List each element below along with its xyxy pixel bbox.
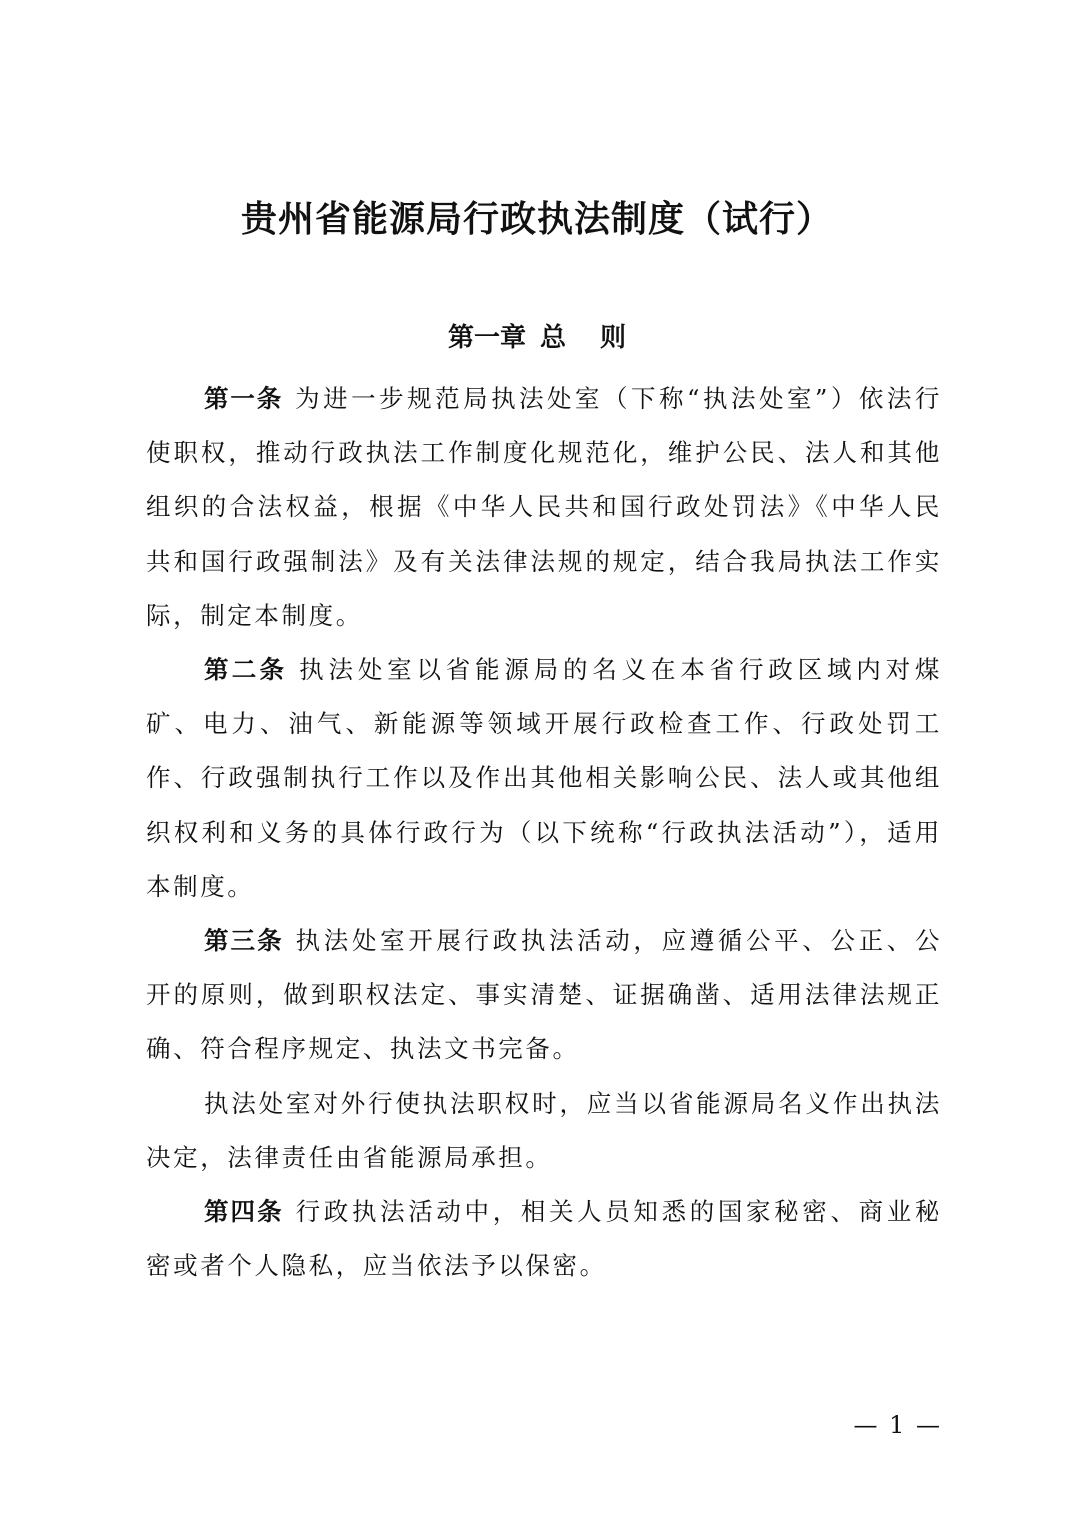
article-text: 执法处室以省能源局的名义在本省行政区域内对煤矿、电力、油气、新能源等领域开展行政检查工作、行政处罚工作、行政强制执行工作以及作出其他相关影响公民、法人或其他组织权利和义务的具体行政行为（以下统称“行政执法活动”），适用本制度。 — [146, 655, 943, 901]
article-label: 第二条 — [204, 655, 288, 685]
article-3 — [146, 914, 942, 1077]
article-4 — [146, 1185, 942, 1293]
page-number: — 1 — — [853, 1411, 942, 1439]
article-label: 第一条 — [204, 384, 284, 413]
article-label: 第四条 — [204, 1197, 284, 1227]
article-text: 为进一步规范局执法处室（下称“执法处室”）依法行使职权，推动行政执法工作制度化规范化，维护公民、法人和其他组织的合法权益，根据《中华人民共和国行政处罚法》《中华人民共和国行政强制法》及有关法律法规的规定，结合我局执法工作实际，制定本制度。 — [146, 384, 943, 630]
article-2 — [146, 643, 942, 914]
article-label: 第三条 — [204, 926, 284, 956]
article-text: 执法处室开展行政执法活动，应遵循公平、公正、公开的原则，做到职权法定、事实清楚、证据确凿、适用法律法规正确、符合程序规定、执法文书完备。 — [146, 926, 942, 1064]
article-3-continuation — [146, 1077, 942, 1185]
chapter-label: 第一章 — [447, 323, 526, 353]
chapter-heading — [0, 318, 1074, 358]
article-text: 执法处室对外行使执法职权时，应当以省能源局名义作出执法决定，法律责任由省能源局承担。 — [146, 1088, 942, 1172]
chapter-title-part1: 总 — [539, 323, 566, 353]
chapter-title-part2: 则 — [600, 323, 627, 353]
body-text — [146, 372, 942, 1293]
document-title: 贵州省能源局行政执法制度（试行） — [240, 199, 833, 240]
article-text: 行政执法活动中，相关人员知悉的国家秘密、商业秘密或者个人隐私，应当依法予以保密。 — [146, 1197, 942, 1281]
article-1 — [146, 372, 942, 643]
